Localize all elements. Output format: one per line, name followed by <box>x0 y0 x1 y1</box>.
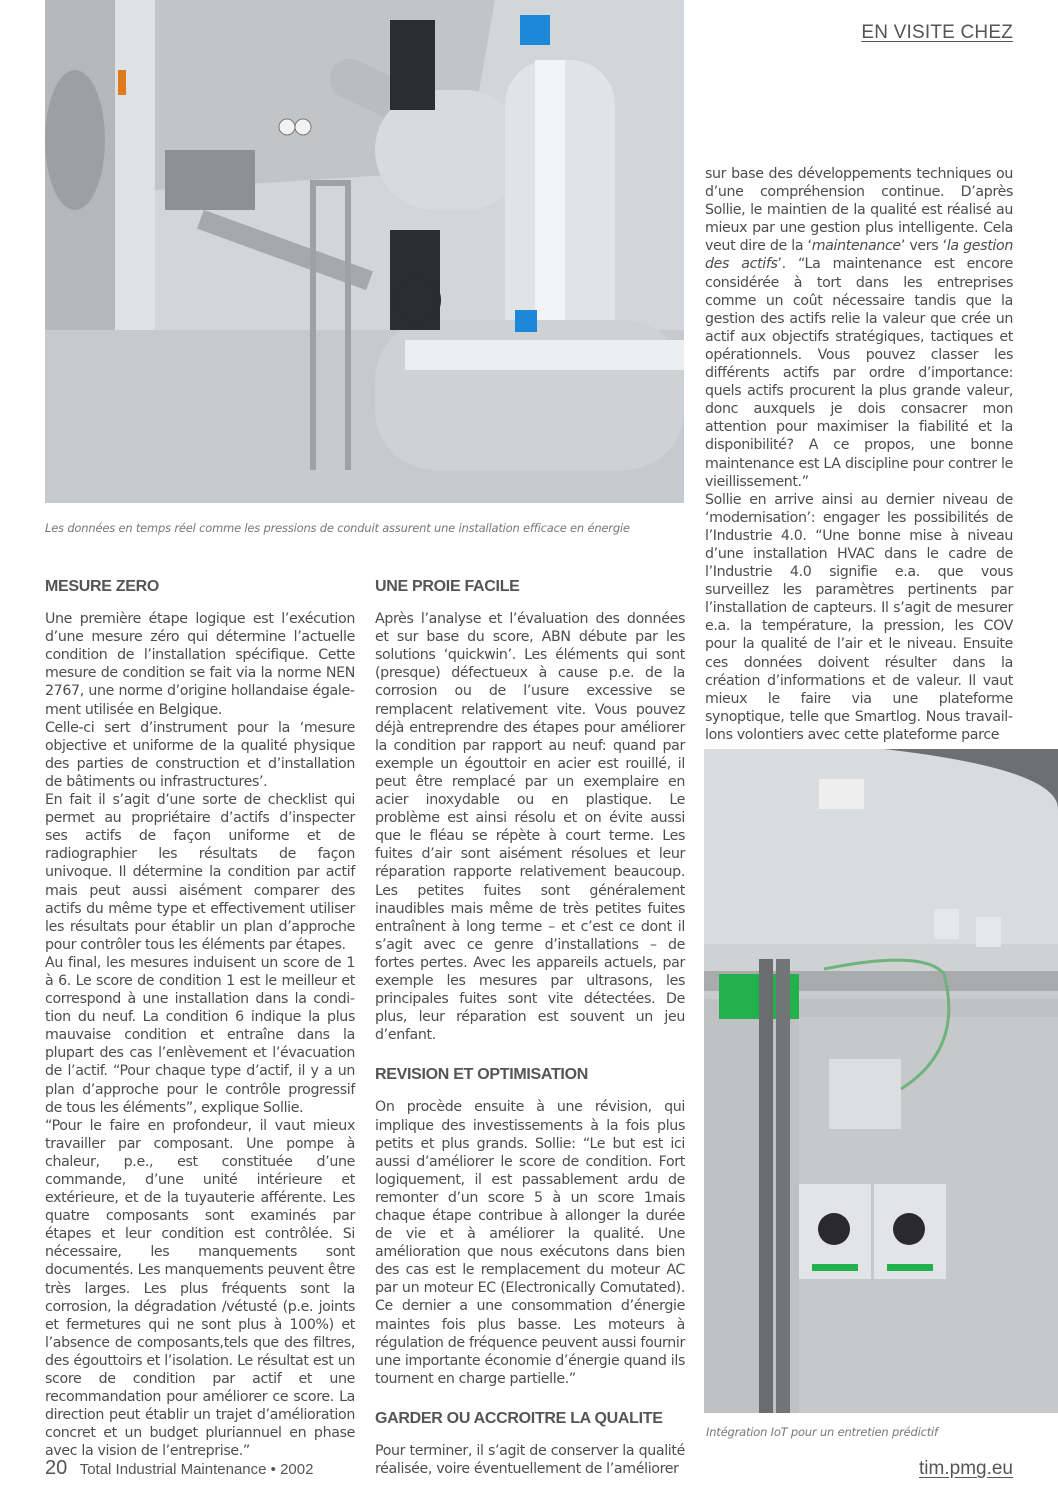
paragraph: sur base des développements techniques ou d’une compréhension continue. D’après Sollie, le maintien de la qualité est réalisé au mieux par une gestion plus intelligente. Cela veut dire de la ‘maintenance’ vers ‘la gestion des actifs’. “La maintenance est encore considérée à tort dans les entreprises comme un coût nécessaire tandis que la gestion des actifs relie la valeur que crée un actif aux objectifs stratégiques, tactiques et opérationnels. Vous pouvez classer les différents actifs par ordre d’importance: quels actifs procurent la plus grande valeur, donc auxquels je dois consacrer mon attention pour maximiser la fiabilité et la disponibilité? A ce propos, une bonne maintenance est LA discipline pour contrer le vieillissement.” <box>705 166 1013 490</box>
website-link[interactable]: tim.pmg.eu <box>919 1458 1013 1479</box>
section-heading: REVISION ET OPTIMISATION <box>375 1066 588 1084</box>
paragraph: Après l’analyse et l’évaluation des données et sur base du score, ABN débute par les solutions ‘quickwin’. Les éléments qui sont (presque) défectueux à cause p.e. de la corrosion ou de l’usure excessive se remplacent relativement vite. Vous pouvez déjà entreprendre des étapes pour améliorer la condition par rapport au neuf: quand par exemple un égouttoir en acier est rouillé, il peut être remplacé par un exemplaire en acier inoxydable ou en plastique. Le problème est ainsi résolu et on évite aussi que le fléau se répète à court terme. Les fuites d’air sont aisément résolues et leur réparation rapporte relativement beaucoup. Les petites fuites sont généralement inaudibles mais même de très petites fuites entraînent à long terme – et c’est ce dont il s’agit avec ce genre d’installations – de fortes pertes. Avec les appareils actuels, par exemple les mesures par ultrasons, les principales fuites sont vite détectées. De plus, leur réparation est souvent un jeu d’enfant. <box>375 611 685 1044</box>
paragraph: “Pour le faire en profondeur, il vaut mieux travailler par composant. Une pompe à chaleur, p.e., est constituée d’une commande, d’une unité intérieure et extérieure, et de la tuyauterie afférente. Les quatre composants sont examinés par étapes et leur condition est contrôlée. Si nécessaire, les manquements sont documentés. Les manquements peuvent être très larges. Les plus fréquents sont la corrosion, la dégradation /vétusté (p.e. joints et fermetures qui ne sont plus à 100%) et l’absence de composants,tels que des filtres, des égouttoirs et l’isolation. Le résultat est un score de condition par actif et une recommandation pour améliorer ce score. La direction peut établir un trajet d’amélioration concret et un budget pluriannuel en phase avec la vision de l’entreprise.” <box>45 1117 355 1460</box>
page-number: 20 <box>45 1457 68 1479</box>
photo-caption: Les données en temps réel comme les pressions de conduit assurent une installation efficace en énergie <box>45 521 630 535</box>
section-tag: EN VISITE CHEZ <box>861 22 1013 43</box>
paragraph: En fait il s’agit d’une sorte de checklist qui permet au propriétaire d’actifs d’inspecter ses actifs de façon uniforme et de radiographier les résultats de façon univoque. Il détermine la condition par actif mais peut aussi aisément comparer des actifs du même type et effectivement utiliser les résultats pour établir un plan d’approche pour contrôler tous les éléments par étapes. <box>45 792 355 953</box>
iot-sensor-photo <box>704 749 1058 1413</box>
paragraph: Celle-ci sert d’instrument pour la ‘mesure objective et uniforme de la qualité physique des parties de construction et d’installation de bâtiments ou infrastructures’. <box>45 719 355 790</box>
hvac-piping-photo <box>45 0 684 503</box>
paragraph: On procède ensuite à une révision, qui implique des investissements à la fois plus petits et plus grands. Sollie: “Le but est ici aussi d’améliorer le score de condition. Fort logiquement, il est passablement ardu de remonter d’un score 5 à un score 1mais chaque étape contribue à allonger la durée de vie et à améliorer la qualité. Une amélioration que nous exécutons dans bien des cas est le remplacement du moteur AC par un moteur EC (Electronically Comutated). Ce dernier a une consommation d’énergie maintes fois plus basse. Les moteurs à régulation de fréquence peuvent aussi fournir une importante économie d’énergie quand ils tournent en charge partielle.” <box>375 1099 685 1387</box>
photo-caption: Intégration IoT pour un entretien prédictif <box>706 1425 938 1439</box>
section-heading: MESURE ZERO <box>45 578 160 595</box>
article-column-1 <box>45 578 355 1461</box>
section-heading: UNE PROIE FACILE <box>375 578 520 595</box>
footer-publication <box>45 1457 313 1480</box>
article-column-3 <box>705 165 1013 744</box>
paragraph: Une première étape logique est l’exécution d’une mesure zéro qui détermine l’actuelle condition de l’installation spécifique. Cette mesure de condition se fait via la norme NEN 2767, une norme d’origine hollandaise également utilisée en Belgique. <box>45 611 355 718</box>
magazine-title: Total Industrial Maintenance • 2002 <box>79 1461 314 1478</box>
paragraph: Au final, les mesures induisent un score de 1 à 6. Le score de condition 1 est le meilleur et correspond à une installation dans la condition du neuf. La condition 6 indique la plus mauvaise condition et entraîne dans la plupart des cas l’enlèvement et l’évacuation de l’actif. “Pour chaque type d’actif, il y a un plan d’approche pour le contrôle progressif de tous les éléments”, explique Sollie. <box>45 954 355 1116</box>
article-column-2 <box>375 578 685 1478</box>
section-heading: GARDER OU ACCROITRE LA QUALITE <box>375 1409 663 1427</box>
paragraph: Pour terminer, il s’agit de conserver la qualité réalisée, voire éventuellement de l’améliorer <box>375 1443 685 1478</box>
paragraph: Sollie en arrive ainsi au dernier niveau de ‘modernisation’: engager les possibilités de l’Industrie 4.0. “Une bonne mise à niveau d’une installation HVAC dans le cadre de l’Industrie 4.0 signifie e.a. que vous surveillez les paramètres pertinents par l’installation de capteurs. Il s’agit de mesurer e.a. la température, la pression, les COV pour la qualité de l’air et le niveau. Ensuite ces données doivent résulter dans la création d’informations et de valeur. Il vaut mieux le faire via une plateforme synoptique, telle que Smartlog. Nous travaillons volontiers avec cette plateforme parce <box>705 491 1013 743</box>
